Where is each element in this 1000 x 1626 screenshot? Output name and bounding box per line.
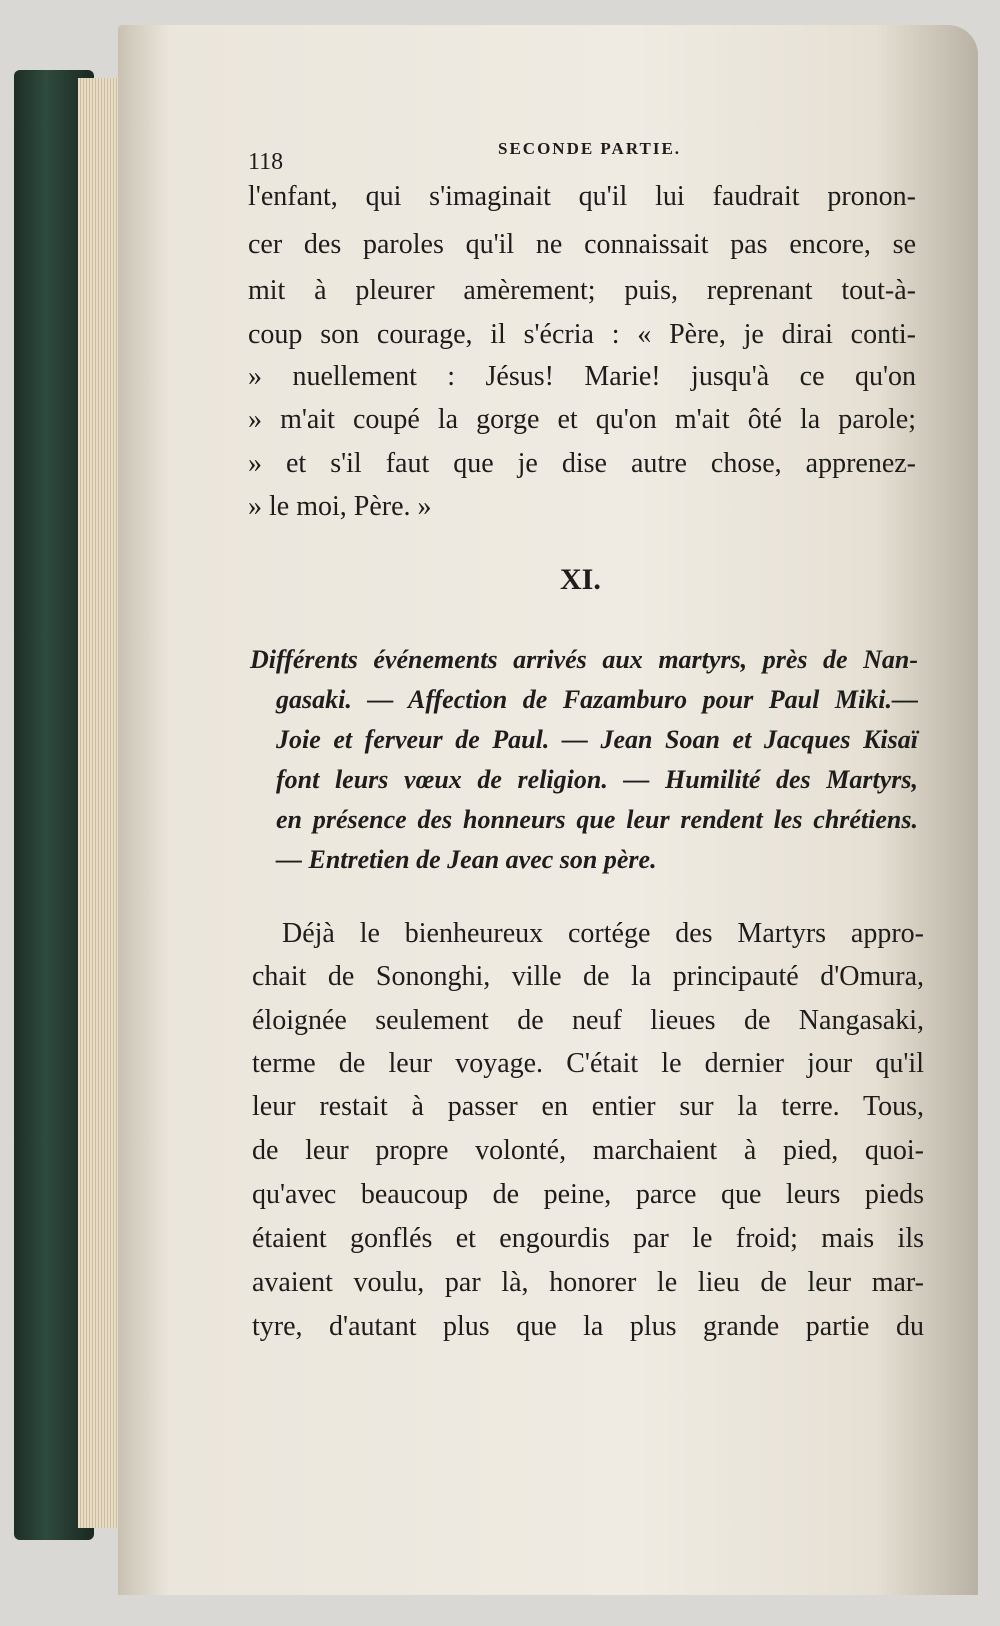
- paragraph2-line: leur restait à passer en entier sur la terre. Tous,: [252, 1091, 924, 1122]
- summary-line: gasaki. — Affection de Fazamburo pour Paul Miki.—: [276, 685, 918, 714]
- paragraph1-line: » nuellement : Jésus! Marie! jusqu'à ce qu'on: [248, 361, 916, 392]
- chapter-number: XI.: [560, 563, 601, 596]
- paragraph2-line: avaient voulu, par là, honorer le lieu de leur mar-: [252, 1267, 924, 1298]
- summary-line: Différents événements arrivés aux martyrs, près de Nan-: [250, 645, 918, 674]
- summary-line: en présence des honneurs que leur rendent les chrétiens.: [276, 805, 918, 834]
- paragraph2-line: tyre, d'autant plus que la plus grande partie du: [252, 1311, 924, 1342]
- running-title: SECONDE PARTIE.: [498, 139, 682, 158]
- paragraph1-line: » le moi, Père. »: [248, 491, 432, 522]
- summary-line: Joie et ferveur de Paul. — Jean Soan et Jacques Kisaï: [276, 725, 918, 754]
- paragraph1-line: mit à pleurer amèrement; puis, reprenant tout-à-: [248, 275, 916, 306]
- paragraph2-line: éloignée seulement de neuf lieues de Nangasaki,: [252, 1005, 924, 1036]
- paragraph1-line: coup son courage, il s'écria : « Père, je dirai conti-: [248, 319, 916, 350]
- paragraph2-line: Déjà le bienheureux cortége des Martyrs appro-: [282, 918, 924, 949]
- paragraph1-line: l'enfant, qui s'imaginait qu'il lui faudrait pronon-: [248, 181, 916, 212]
- summary-line: font leurs vœux de religion. — Humilité des Martyrs,: [276, 765, 918, 794]
- paragraph2-line: de leur propre volonté, marchaient à pied, quoi-: [252, 1135, 924, 1166]
- paragraph1-line: cer des paroles qu'il ne connaissait pas encore, se: [248, 229, 916, 260]
- paragraph2-line: chait de Sononghi, ville de la principauté d'Omura,: [252, 961, 924, 992]
- page-number: 118: [248, 149, 284, 175]
- paragraph1-line: » m'ait coupé la gorge et qu'on m'ait ôté la parole;: [248, 404, 916, 435]
- paragraph2-line: étaient gonflés et engourdis par le froid; mais ils: [252, 1223, 924, 1254]
- summary-line: — Entretien de Jean avec son père.: [276, 845, 657, 874]
- paragraph1-line: » et s'il faut que je dise autre chose, apprenez-: [248, 448, 916, 479]
- paragraph2-line: terme de leur voyage. C'était le dernier jour qu'il: [252, 1048, 924, 1079]
- paragraph2-line: qu'avec beaucoup de peine, parce que leurs pieds: [252, 1179, 924, 1210]
